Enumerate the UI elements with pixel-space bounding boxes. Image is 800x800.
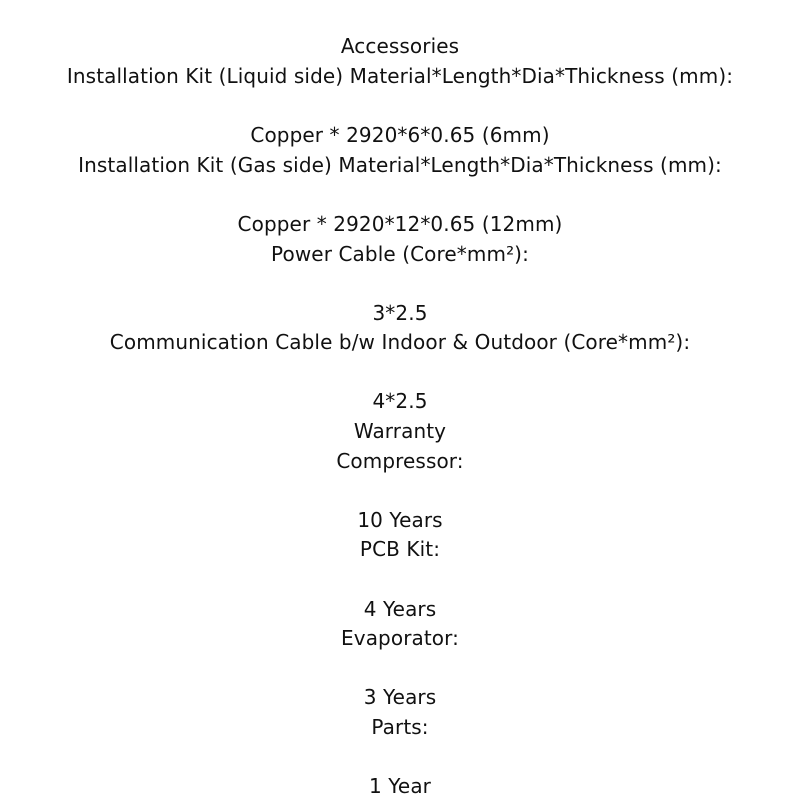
evaporator-label: Evaporator: bbox=[341, 626, 459, 650]
pcb-kit-value: 4 Years bbox=[363, 597, 437, 621]
gas-kit-value: Copper * 2920*12*0.65 (12mm) bbox=[237, 212, 563, 236]
compressor-label: Compressor: bbox=[336, 449, 464, 473]
warranty-heading: Warranty bbox=[353, 419, 447, 443]
parts-value: 1 Year bbox=[368, 774, 432, 798]
parts-label: Parts: bbox=[371, 715, 429, 739]
gas-kit-label: Installation Kit (Gas side) Material*Length*Dia*Thickness (mm): bbox=[78, 153, 722, 177]
communication-cable-value: 4*2.5 bbox=[372, 389, 428, 413]
pcb-kit-label: PCB Kit: bbox=[359, 537, 441, 561]
liquid-kit-value: Copper * 2920*6*0.65 (6mm) bbox=[250, 123, 550, 147]
evaporator-value: 3 Years bbox=[363, 685, 437, 709]
power-cable-label: Power Cable (Core*mm²): bbox=[271, 242, 529, 266]
compressor-value: 10 Years bbox=[357, 508, 443, 532]
accessories-heading: Accessories bbox=[340, 34, 460, 58]
power-cable-value: 3*2.5 bbox=[372, 301, 428, 325]
communication-cable-label: Communication Cable b/w Indoor & Outdoor (Core*mm²): bbox=[109, 330, 691, 354]
liquid-kit-label: Installation Kit (Liquid side) Material*Length*Dia*Thickness (mm): bbox=[66, 64, 734, 88]
